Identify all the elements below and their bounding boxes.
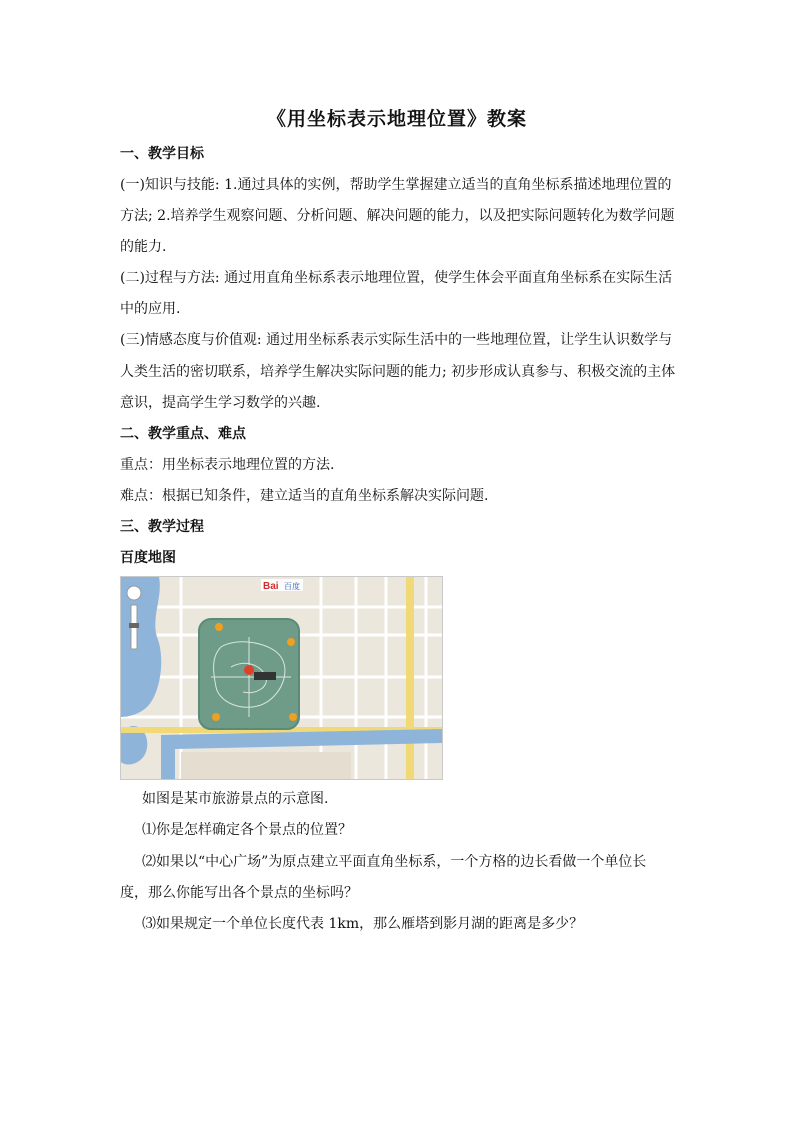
paragraph-attitude-line-3: 意识，提高学生学习数学的兴趣. <box>120 395 321 411</box>
paragraph-attitude-line-1: (三)情感态度与价值观: 通过用坐标系表示实际生活中的一些地理位置，让学生认识数学与 <box>120 332 673 348</box>
map-main-road-vertical <box>406 577 414 779</box>
map-palace-block <box>181 752 351 779</box>
map-logo-text-2: 百度 <box>284 582 300 591</box>
map-marker-orange-2 <box>287 638 295 646</box>
paragraph-process-line-1: (二)过程与方法: 通过用直角坐标系表示地理位置，使学生体会平面直角坐标系在实际生活 <box>120 270 673 286</box>
question-1: ⑴你是怎样确定各个景点的位置？ <box>142 822 352 838</box>
paragraph-process-line-2: 中的应用. <box>120 301 181 317</box>
map-marker-orange-1 <box>215 623 223 631</box>
question-3: ⑶如果规定一个单位长度代表 1km，那么雁塔到影月湖的距离是多少？ <box>142 916 584 932</box>
map-graphic <box>121 577 442 779</box>
map-image <box>120 576 443 780</box>
map-marker-orange-4 <box>289 713 297 721</box>
paragraph-knowledge-line-1: (一)知识与技能: 1.通过具体的实例，帮助学生掌握建立适当的直角坐标系描述地理位置的 <box>120 177 672 193</box>
question-2-line-2: 度，那么你能写出各个景点的坐标吗？ <box>120 885 358 901</box>
map-logo-text: Bai <box>263 581 279 592</box>
map-intro-text: 如图是某市旅游景点的示意图. <box>142 791 329 807</box>
difficult-point-text: 难点：根据已知条件，建立适当的直角坐标系解决实际问题. <box>120 488 489 504</box>
section-heading-objectives: 一、教学目标 <box>120 146 204 162</box>
document-title: 《用坐标表示地理位置》教案 <box>266 108 527 130</box>
map-marker-orange-3 <box>212 713 220 721</box>
paragraph-knowledge-line-3: 的能力. <box>120 239 167 255</box>
key-point-text: 重点：用坐标表示地理位置的方法. <box>120 457 335 473</box>
map-baidu-logo <box>261 579 303 592</box>
map-caption: 百度地图 <box>120 550 176 566</box>
question-2-line-1: ⑵如果以“中心广场”为原点建立平面直角坐标系，一个方格的边长看做一个单位长 <box>142 854 647 870</box>
paragraph-attitude-line-2: 人类生活的密切联系，培养学生解决实际问题的能力; 初步形成认真参与、积极交流的主体 <box>120 364 676 380</box>
section-heading-process: 三、教学过程 <box>120 519 204 535</box>
paragraph-knowledge-line-2: 方法; 2.培养学生观察问题、分析问题、解决问题的能力，以及把实际问题转化为数学问题 <box>120 208 675 224</box>
section-heading-keypoints: 二、教学重点、难点 <box>120 426 246 442</box>
